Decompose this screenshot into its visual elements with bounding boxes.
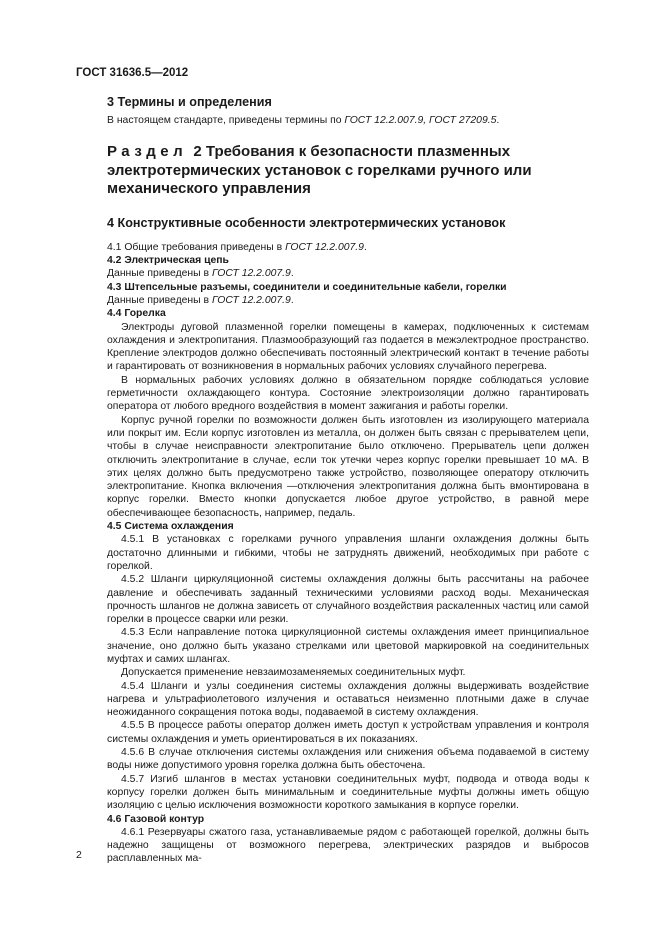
document-header: ГОСТ 31636.5—2012 — [76, 67, 189, 79]
section-4-heading: 4 Конструктивные особенности электротермических установок — [107, 215, 506, 230]
clause-4-6-heading: 4.6 Газовой контур — [107, 813, 205, 825]
clause-4-4-paragraph: Корпус ручной горелки по возможности должен быть изготовлен из изолирующего материала или покрыт им. Если корпус изготовлен из металла, он должен быть связан с прерывателем цепи, чтобы в случае неисправности электропитание было отключено. Прерыватель цепи должен отключить электропитание в случае, если ток утечки через корпус горелки превышает 10 мА. В этих целях должно быть предусмотрено также устройство, позволяющее оператору отключить электропитание. Кнопка включения —отключения электропитания должна быть вмонтирована в корпус горелки. Вместо кнопки допускается любое другое устройство, в равной мере обеспечивающее безопасность, например, педаль. — [107, 414, 589, 519]
part-2-heading — [107, 143, 589, 199]
clause-4-5-7: 4.5.7 Изгиб шлангов в местах установки соединительных муфт, подвода и отвода воды к корпусу горелки должен быть минимальным и соединительные муфты должны иметь общую изоляцию с целью исключения возможности короткого замыкания в корпусе горелки. — [107, 773, 589, 812]
clause-4-5-5: 4.5.5 В процессе работы оператор должен иметь доступ к устройствам управления и контроля системы охлаждения и уметь ориентироваться в их показаниях. — [107, 720, 589, 745]
page-number: 2 — [76, 849, 82, 861]
clause-4-5-2: 4.5.2 Шланги циркуляционной системы охлаждения должны быть рассчитаны на рабочее давление и обеспечивать заданный техническими условиями расход воды. Механическая прочность шлангов не должна зависеть от случайного воздействия раскаленных частиц или самой горелки в процессе сварки или резки. — [107, 574, 589, 626]
clause-4-5-3-note: Допускается применение невзаимозаменяемых соединительных муфт. — [121, 667, 466, 679]
clause-4-2-text: Данные приведены в ГОСТ 12.2.007.9. — [107, 268, 294, 280]
clause-4-5-4: 4.5.4 Шланги и узлы соединения системы охлаждения должны выдерживать воздействие нагрева и ультрафиолетового излучения и оставаться неизменно плотными даже в случае неожиданного сокращения потока воды, подаваемой в систему охлаждения. — [107, 680, 589, 719]
clause-4-5-heading: 4.5 Система охлаждения — [107, 521, 234, 533]
clause-4-3-text: Данные приведены в ГОСТ 12.2.007.9. — [107, 294, 294, 306]
standard-reference: ГОСТ 12.2.007.9, ГОСТ 27209.5 — [344, 115, 497, 126]
part-prefix: Раздел — [107, 143, 188, 161]
clause-4-2-heading: 4.2 Электрическая цепь — [107, 255, 229, 267]
section-3-text: В настоящем стандарте, приведены термины по ГОСТ 12.2.007.9, ГОСТ 27209.5. — [107, 115, 500, 126]
clause-4-4-paragraph: Электроды дуговой плазменной горелки помещены в камерах, подключенных к системам охлаждения и электропитания. Плазмообразующий газ подается в межэлектродное пространство. Крепление электродов должно обеспечивать постоянный электрический контакт в течение работы и гарантировать от возникновения в нормальных рабочих условиях случайного перегрева. — [107, 321, 589, 373]
clause-4-4-paragraph: В нормальных рабочих условиях должно в обязательном порядке соблюдаться условие герметичности охлаждающего контура. Состояние электроизоляции должно гарантировать оператора от любого вредного воздействия в момент зажигания и работы горелки. — [107, 374, 589, 413]
clause-4-3-heading: 4.3 Штепсельные разъемы, соединители и соединительные кабели, горелки — [107, 281, 507, 293]
clause-4-5-1: 4.5.1 В установках с горелками ручного управления шланги охлаждения должны быть достаточно длинными и гибкими, чтобы не затруднять движений, необходимых при работе с горелкой. — [107, 534, 589, 572]
clause-4-5-6: 4.5.6 В случае отключения системы охлаждения или снижения объема подаваемой в систему воды ниже допустимого уровня горелка должна быть обесточена. — [107, 747, 589, 772]
document-body — [107, 94, 589, 866]
clause-4-1: 4.1 Общие требования приведены в ГОСТ 12.2.007.9. — [107, 241, 367, 253]
clause-4-5-3: 4.5.3 Если направление потока циркуляционной системы охлаждения имеет принципиальное значение, оно должно быть указано стрелками или цветовой маркировкой на соединительных муфтах и самих шлангах. — [107, 627, 589, 665]
part-2-title: 2 Требования к безопасности плазменных электротермических установок с горелками ручного или механического управления — [107, 143, 532, 198]
clause-4-6-1: 4.6.1 Резервуары сжатого газа, устанавливаемые рядом с работающей горелкой, должны быть надежно защищены от возможного перегрева, электрических разрядов и выбросов расплавленных ма- — [107, 826, 589, 865]
section-3-heading: 3 Термины и определения — [107, 95, 272, 109]
clause-4-4-heading: 4.4 Горелка — [107, 308, 166, 320]
